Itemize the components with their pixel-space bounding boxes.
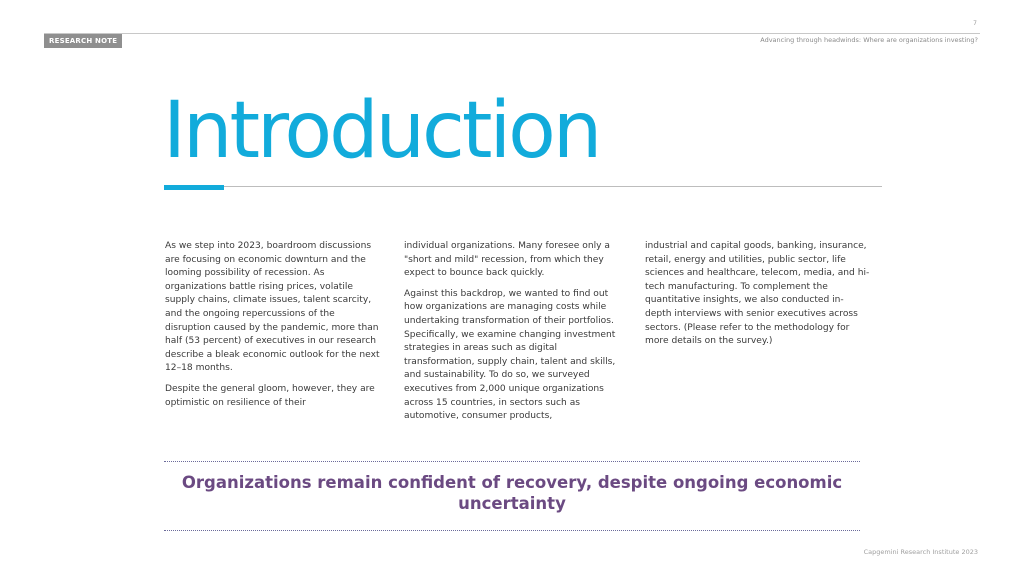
report-title: Advancing through headwinds: Where are organizations investing?: [760, 36, 978, 44]
paragraph: individual organizations. Many foresee only a "short and mild" recession, from which they expect to bounce back quickly.: [404, 241, 610, 279]
text-column-3: [645, 240, 870, 356]
section-badge: RESEARCH NOTE: [44, 34, 122, 48]
callout-divider-bottom: [164, 530, 860, 531]
title-accent-bar: [164, 185, 224, 190]
callout-heading: Organizations remain confident of recovery, despite ongoing economic uncertainty: [181, 473, 843, 513]
paragraph: industrial and capital goods, banking, insurance, retail, energy and utilities, public sector, life sciences and healthcare, telecom, media, and hi-tech manufacturing. To complement the quantitative insights, we also conducted in-depth interviews with senior executives across sectors. (Please refer to the methodology for more details on the survey.): [645, 241, 870, 347]
header-divider: [44, 33, 980, 34]
paragraph: Despite the general gloom, however, they are optimistic on resilience of their: [165, 383, 375, 408]
footer-credit: Capgemini Research Institute 2023: [863, 548, 978, 556]
title-divider: [164, 186, 882, 187]
callout-divider-top: [164, 461, 860, 462]
page-title: Introduction: [163, 86, 600, 176]
page-number: 7: [973, 20, 977, 27]
paragraph: As we step into 2023, boardroom discussions are focusing on economic downturn and the looming possibility of recession. As organizations battle rising prices, volatile supply chains, climate issues, talent scarcity, and the ongoing repercussions of the disruption caused by the pandemic, more than half (53 percent) of executives in our research describe a bleak economic outlook for the next 12–18 months.: [165, 241, 380, 374]
text-column-1: [165, 240, 380, 417]
text-column-2: [404, 240, 622, 431]
paragraph: Against this backdrop, we wanted to find out how organizations are managing costs while undertaking transformation of their portfolios. Specifically, we examine changing investment strategies in areas such as digital transformation, supply chain, talent and skills, and sustainability. To do so, we surveyed executives from 2,000 unique organizations across 15 countries, in sectors such as automotive, consumer products,: [404, 288, 616, 422]
